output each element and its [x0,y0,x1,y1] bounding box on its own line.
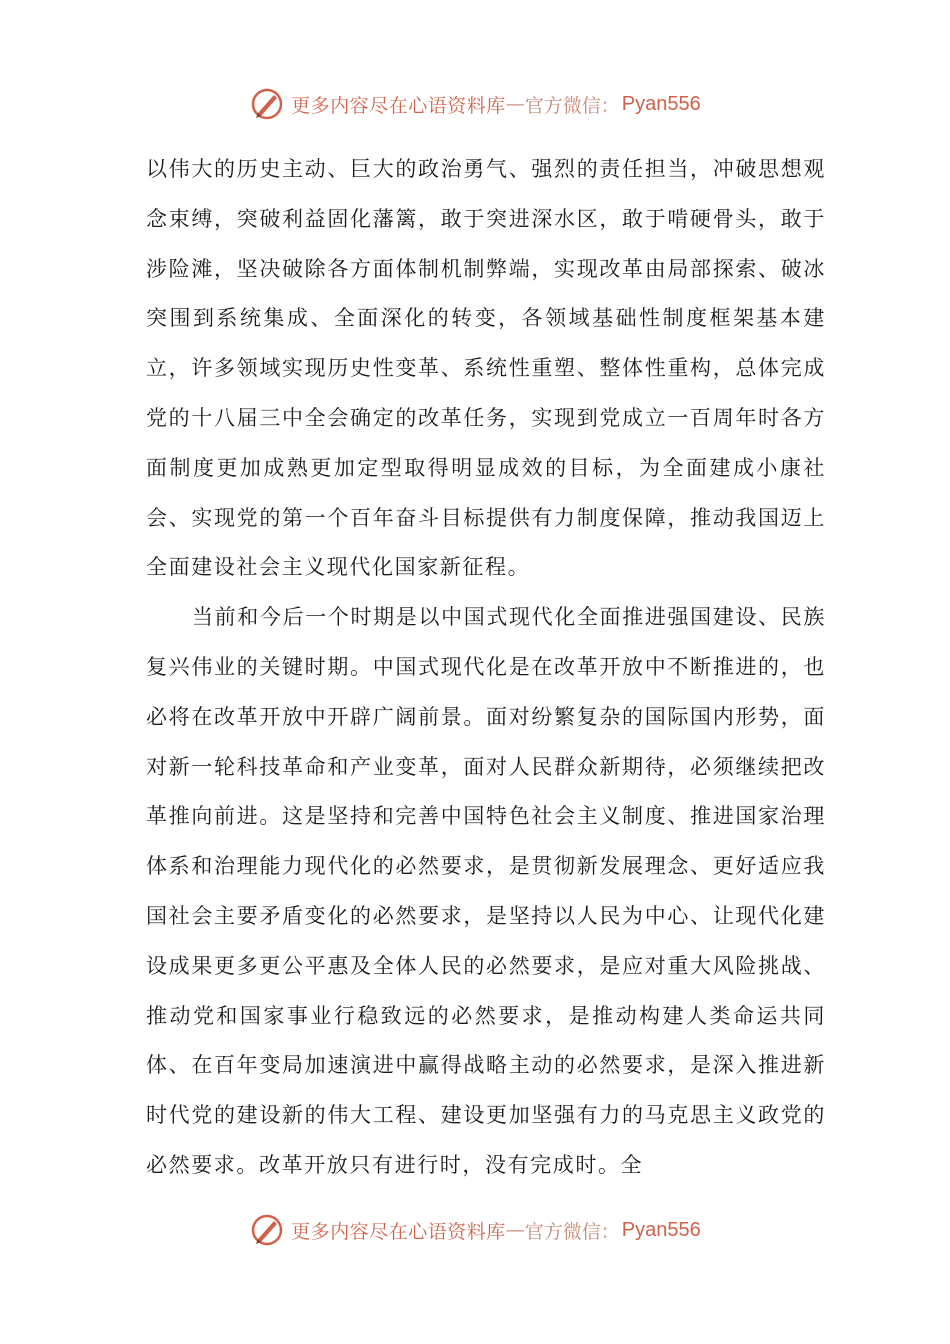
banner-main-text: 更多内容尽在心语资料库 [291,1220,506,1243]
banner-separator: — [505,1219,525,1241]
banner-wechat-label: 官方微信： [524,1220,620,1243]
banner-main-text: 更多内容尽在心语资料库 [291,94,506,117]
pen-logo-icon [249,1212,285,1248]
footer-banner [0,1210,950,1250]
paragraph-2: 当前和今后一个时期是以中国式现代化全面推进强国建设、民族复兴伟业的关键时期。中国式现代化是在改革开放中不断推进的，也必将在改革开放中开辟广阔前景。面对纷繁复杂的国际国内形势，面对新一轮科技革命和产业变革，面对人民群众新期待，必须继续把改革推向前进。这是坚持和完善中国特色社会主义制度、推进国家治理体系和治理能力现代化的必然要求，是贯彻新发展理念、更好适应我国社会主要矛盾变化的必然要求，是坚持以人民为中心、让现代化建设成果更多更公平惠及全体人民的必然要求，是应对重大风险挑战、推动党和国家事业行稳致远的必然要求，是推动构建人类命运共同体、在百年变局加速演进中赢得战略主动的必然要求，是深入推进新时代党的建设新的伟大工程、建设更加坚强有力的马克思主义政党的必然要求。改革开放只有进行时，没有完成时。全 [146,605,826,1177]
banner-wechat-id: Pyan556 [621,92,701,115]
header-banner [0,84,950,124]
banner-wechat-id: Pyan556 [621,1218,701,1241]
paragraph-1: 以伟大的历史主动、巨大的政治勇气、强烈的责任担当，冲破思想观念束缚，突破利益固化藩篱，敢于突进深水区，敢于啃硬骨头，敢于涉险滩，坚决破除各方面体制机制弊端，实现改革由局部探索、破冰突围到系统集成、全面深化的转变，各领域基础性制度框架基本建立，许多领域实现历史性变革、系统性重塑、整体性重构，总体完成党的十八届三中全会确定的改革任务，实现到党成立一百周年时各方面制度更加成熟更加定型取得明显成效的目标，为全面建成小康社会、实现党的第一个百年奋斗目标提供有力制度保障，推动我国迈上全面建设社会主义现代化国家新征程。 [146,157,826,580]
banner-separator: — [505,93,525,115]
document-body [146,145,826,1191]
pen-logo-icon [249,86,285,122]
banner-wechat-label: 官方微信： [524,94,620,117]
